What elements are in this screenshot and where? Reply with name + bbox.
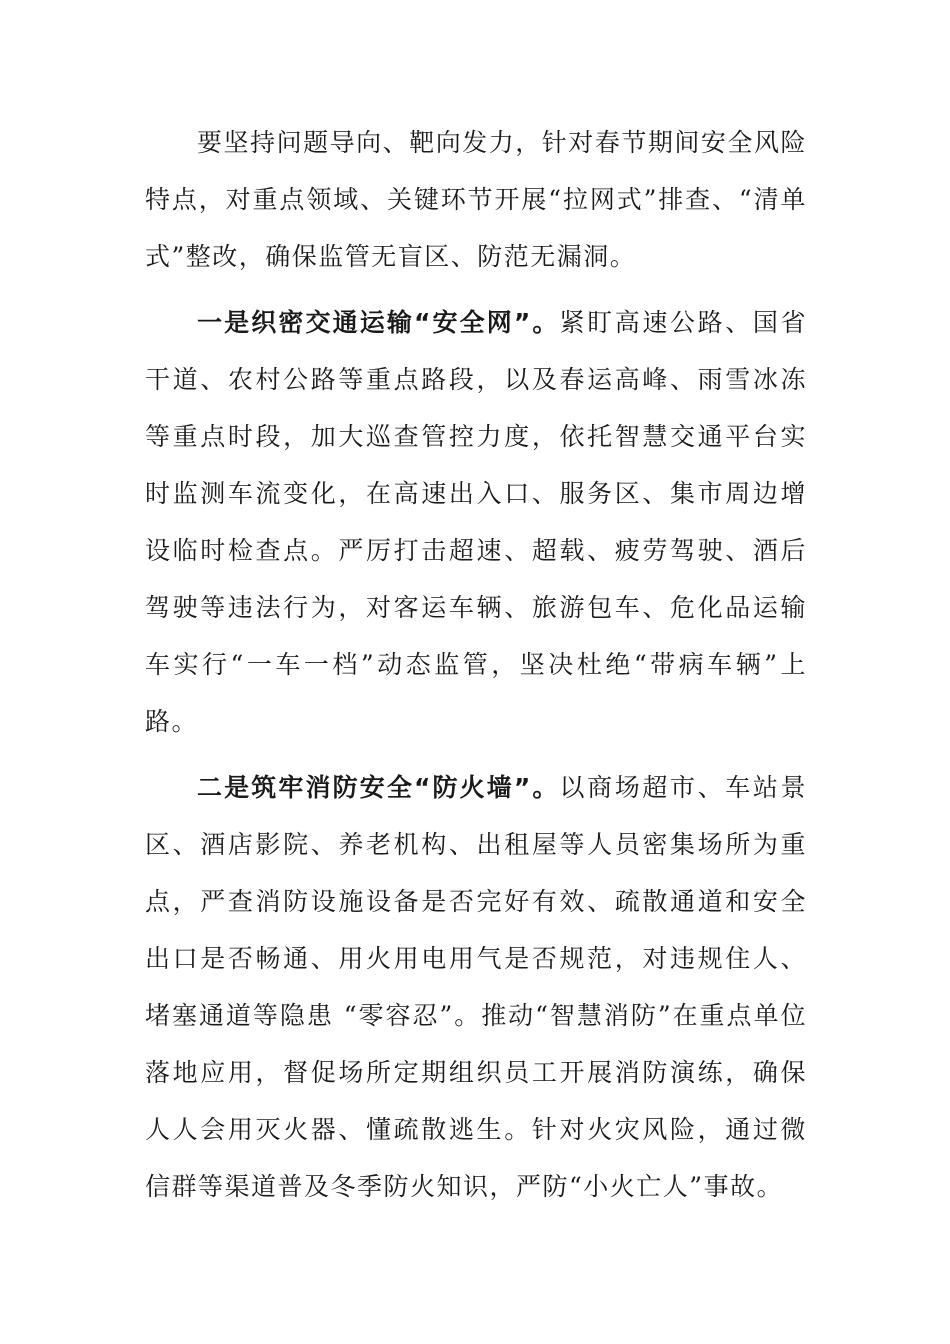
paragraph-fire-safety — [145, 759, 807, 1215]
paragraph-traffic-safety — [145, 294, 807, 750]
paragraph-intro — [145, 114, 807, 285]
paragraph-traffic-safety-heading: 一是织密交通运输“安全网”。 — [197, 308, 560, 337]
document-body — [145, 114, 807, 1215]
paragraph-traffic-safety-text: 紧盯高速公路、国省干道、农村公路等重点路段，以及春运高峰、雨雪冰冻等重点时段，加大巡查管控力度，依托智慧交通平台实时监测车流变化，在高速出入口、服务区、集市周边增设临时检查点。严厉打击超速、超载、疲劳驾驶、酒后驾驶等违法行为，对客运车辆、旅游包车、危化品运输车实行“一车一档”动态监管，坚决杜绝“带病车辆”上路。 — [145, 308, 807, 736]
paragraph-fire-safety-text: 以商场超市、车站景区、酒店影院、养老机构、出租屋等人员密集场所为重点，严查消防设施设备是否完好有效、疏散通道和安全出口是否畅通、用火用电用气是否规范，对违规住人、堵塞通道等隐患 “零容忍”。推动“智慧消防”在重点单位落地应用，督促场所定期组织员工开展消防演练，确保人人会用灭火器、懂疏散逃生。针对火灾风险，通过微信群等渠道普及冬季防火知识，严防“小火亡人”事故。 — [145, 773, 807, 1201]
paragraph-intro-text: 要坚持问题导向、靶向发力，针对春节期间安全风险特点，对重点领域、关键环节开展“拉网式”排查、“清单式”整改，确保监管无盲区、防范无漏洞。 — [145, 128, 807, 271]
paragraph-fire-safety-heading: 二是筑牢消防安全“防火墙”。 — [197, 773, 560, 802]
